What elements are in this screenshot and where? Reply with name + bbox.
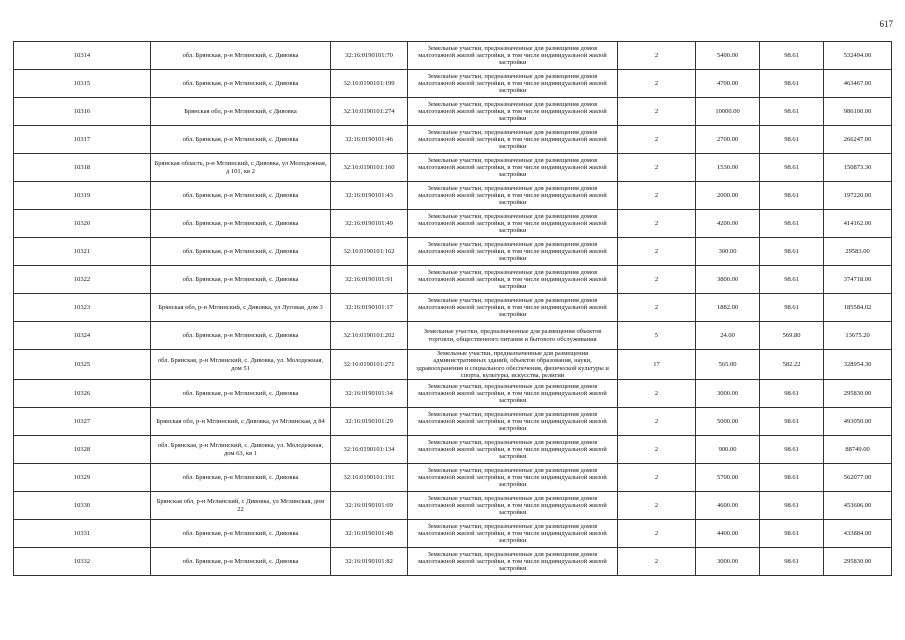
land-use-cell: Земельные участки, предназначенные для размещения домов малоэтажной жилой застройки, в том числе индивидуальной жилой застройки <box>408 548 618 576</box>
land-use-cell: Земельные участки, предназначенные для размещения домов малоэтажной жилой застройки, в том числе индивидуальной жилой застройки <box>408 70 618 98</box>
rate-cell: 98.61 <box>760 70 824 98</box>
area-cell: 565.00 <box>696 350 760 380</box>
row-number-cell: 10330 <box>14 492 151 520</box>
area-cell: 3000.00 <box>696 548 760 576</box>
group-cell: 2 <box>618 154 696 182</box>
row-number-cell: 10315 <box>14 70 151 98</box>
cadastral-number-cell: 32:16:0190101:70 <box>331 42 408 70</box>
address-cell: обл. Брянская, р-н Мглинский, с. Дивовка <box>151 70 331 98</box>
area-cell: 3000.00 <box>696 380 760 408</box>
address-cell: обл. Брянская, р-н Мглинский, с. Дивовка <box>151 322 331 350</box>
row-number-cell: 10327 <box>14 408 151 436</box>
row-number-cell: 10322 <box>14 266 151 294</box>
address-cell: обл. Брянская, р-н Мглинский, с. Дивовка <box>151 380 331 408</box>
row-number-cell: 10329 <box>14 464 151 492</box>
rate-cell: 98.61 <box>760 464 824 492</box>
row-number-cell: 10324 <box>14 322 151 350</box>
cadastral-number-cell: 32:16:0190101:17 <box>331 294 408 322</box>
land-use-cell: Земельные участки, предназначенные для размещения домов малоэтажной жилой застройки, в том числе индивидуальной жилой застройки <box>408 266 618 294</box>
land-use-cell: Земельные участки, предназначенные для размещения домов малоэтажной жилой застройки, в том числе индивидуальной жилой застройки <box>408 294 618 322</box>
area-cell: 2000.00 <box>696 182 760 210</box>
table-body <box>14 42 892 576</box>
table-row <box>14 70 892 98</box>
cadastral-value-cell: 185584.02 <box>824 294 892 322</box>
table-row <box>14 182 892 210</box>
address-cell: Брянская обл, р-н Мглинский, с Дивовка, ул Луговая, дом 3 <box>151 294 331 322</box>
land-use-cell: Земельные участки, предназначенные для размещения домов малоэтажной жилой застройки, в том числе индивидуальной жилой застройки <box>408 182 618 210</box>
group-cell: 2 <box>618 380 696 408</box>
group-cell: 2 <box>618 98 696 126</box>
address-cell: обл. Брянская, р-н Мглинский, с. Дивовка <box>151 520 331 548</box>
table-row <box>14 408 892 436</box>
address-cell: обл. Брянская, р-н Мглинский, с. Дивовка, ул. Молодежная, дом 63, кв 1 <box>151 436 331 464</box>
cadastral-number-cell: 32:16:0190101:271 <box>331 350 408 380</box>
table-row <box>14 294 892 322</box>
area-cell: 4700.00 <box>696 70 760 98</box>
table-row <box>14 464 892 492</box>
area-cell: 4200.00 <box>696 210 760 238</box>
rate-cell: 98.61 <box>760 154 824 182</box>
cadastral-number-cell: 32:16:0190101:82 <box>331 548 408 576</box>
row-number-cell: 10316 <box>14 98 151 126</box>
table-row <box>14 380 892 408</box>
area-cell: 2700.00 <box>696 126 760 154</box>
group-cell: 2 <box>618 238 696 266</box>
cadastral-value-cell: 88749.00 <box>824 436 892 464</box>
rate-cell: 98.61 <box>760 380 824 408</box>
area-cell: 5400.00 <box>696 42 760 70</box>
page-number: 617 <box>879 19 893 29</box>
cadastral-value-cell: 13675.20 <box>824 322 892 350</box>
table-row <box>14 210 892 238</box>
row-number-cell: 10321 <box>14 238 151 266</box>
cadastral-number-cell: 32:16:0190101:134 <box>331 436 408 464</box>
land-use-cell: Земельные участки, предназначенные для размещения домов малоэтажной жилой застройки, в том числе индивидуальной жилой застройки <box>408 42 618 70</box>
cadastral-number-cell: 32:16:0190101:162 <box>331 238 408 266</box>
group-cell: 5 <box>618 322 696 350</box>
rate-cell: 98.61 <box>760 182 824 210</box>
group-cell: 2 <box>618 520 696 548</box>
group-cell: 2 <box>618 436 696 464</box>
group-cell: 2 <box>618 210 696 238</box>
land-use-cell: Земельные участки, предназначенные для размещения домов малоэтажной жилой застройки, в том числе индивидуальной жилой застройки <box>408 408 618 436</box>
rate-cell: 98.61 <box>760 98 824 126</box>
land-use-cell: Земельные участки, предназначенные для размещения домов малоэтажной жилой застройки, в том числе индивидуальной жилой застройки <box>408 492 618 520</box>
rate-cell: 98.61 <box>760 126 824 154</box>
row-number-cell: 10320 <box>14 210 151 238</box>
cadastral-number-cell: 32:16:0190101:202 <box>331 322 408 350</box>
cadastral-value-cell: 266247.00 <box>824 126 892 154</box>
land-use-cell: Земельные участки, предназначенные для размещения домов малоэтажной жилой застройки, в том числе индивидуальной жилой застройки <box>408 380 618 408</box>
land-use-cell: Земельные участки, предназначенные для размещения объектов торговли, общественного питания и бытового обслуживания <box>408 322 618 350</box>
cadastral-value-cell: 463467.00 <box>824 70 892 98</box>
table-row <box>14 350 892 380</box>
address-cell: обл. Брянская, р-н Мглинский, с. Дивовка <box>151 126 331 154</box>
group-cell: 2 <box>618 294 696 322</box>
row-number-cell: 10317 <box>14 126 151 154</box>
area-cell: 3800.00 <box>696 266 760 294</box>
cadastral-value-cell: 562077.00 <box>824 464 892 492</box>
row-number-cell: 10319 <box>14 182 151 210</box>
address-cell: Брянская область, р-н Мглинский, с Дивовка, ул Молодежная, д 101, кв 2 <box>151 154 331 182</box>
table-row <box>14 266 892 294</box>
table-row <box>14 520 892 548</box>
cadastral-value-cell: 197220.00 <box>824 182 892 210</box>
cadastral-value-cell: 295830.00 <box>824 548 892 576</box>
rate-cell: 98.61 <box>760 520 824 548</box>
address-cell: обл. Брянская, р-н Мглинский, с. Дивовка <box>151 182 331 210</box>
group-cell: 2 <box>618 126 696 154</box>
cadastral-number-cell: 32:16:0190101:48 <box>331 520 408 548</box>
cadastral-number-cell: 32:16:0190101:43 <box>331 182 408 210</box>
table-row <box>14 322 892 350</box>
cadastral-number-cell: 32:16:0190101:160 <box>331 154 408 182</box>
row-number-cell: 10328 <box>14 436 151 464</box>
group-cell: 2 <box>618 182 696 210</box>
rate-cell: 98.61 <box>760 548 824 576</box>
area-cell: 24.00 <box>696 322 760 350</box>
rate-cell: 98.61 <box>760 238 824 266</box>
cadastral-number-cell: 32:16:0190101:49 <box>331 210 408 238</box>
row-number-cell: 10325 <box>14 350 151 380</box>
area-cell: 300.00 <box>696 238 760 266</box>
group-cell: 17 <box>618 350 696 380</box>
cadastral-value-cell: 295830.00 <box>824 380 892 408</box>
land-use-cell: Земельные участки, предназначенные для размещения домов малоэтажной жилой застройки, в том числе индивидуальной жилой застройки <box>408 464 618 492</box>
cadastral-number-cell: 32:16:0190101:69 <box>331 492 408 520</box>
table-row <box>14 238 892 266</box>
land-valuation-table <box>13 41 892 576</box>
rate-cell: 98.61 <box>760 210 824 238</box>
rate-cell: 582.22 <box>760 350 824 380</box>
area-cell: 4400.00 <box>696 520 760 548</box>
land-use-cell: Земельные участки, предназначенные для размещения домов малоэтажной жилой застройки, в том числе индивидуальной жилой застройки <box>408 436 618 464</box>
group-cell: 2 <box>618 408 696 436</box>
address-cell: Брянская обл, р-н Мглинский, с Дивовка <box>151 98 331 126</box>
land-use-cell: Земельные участки, предназначенные для размещения домов малоэтажной жилой застройки, в том числе индивидуальной жилой застройки <box>408 210 618 238</box>
cadastral-value-cell: 986100.00 <box>824 98 892 126</box>
row-number-cell: 10331 <box>14 520 151 548</box>
address-cell: обл. Брянская, р-н Мглинский, с. Дивовка <box>151 42 331 70</box>
rate-cell: 98.61 <box>760 436 824 464</box>
land-use-cell: Земельные участки, предназначенные для размещения административных зданий, объектов образования, науки, здравоохранения и социального обеспечения, физической культуры и спорта, культуры, искусства, религии <box>408 350 618 380</box>
cadastral-value-cell: 374718.00 <box>824 266 892 294</box>
land-use-cell: Земельные участки, предназначенные для размещения домов малоэтажной жилой застройки, в том числе индивидуальной жилой застройки <box>408 126 618 154</box>
group-cell: 2 <box>618 42 696 70</box>
rate-cell: 98.61 <box>760 266 824 294</box>
rate-cell: 98.61 <box>760 294 824 322</box>
land-use-cell: Земельные участки, предназначенные для размещения домов малоэтажной жилой застройки, в том числе индивидуальной жилой застройки <box>408 154 618 182</box>
cadastral-value-cell: 150873.30 <box>824 154 892 182</box>
rate-cell: 98.61 <box>760 492 824 520</box>
rate-cell: 98.61 <box>760 42 824 70</box>
land-use-cell: Земельные участки, предназначенные для размещения домов малоэтажной жилой застройки, в том числе индивидуальной жилой застройки <box>408 520 618 548</box>
row-number-cell: 10318 <box>14 154 151 182</box>
address-cell: обл. Брянская, р-н Мглинский, с. Дивовка <box>151 266 331 294</box>
cadastral-value-cell: 453606.00 <box>824 492 892 520</box>
table-row <box>14 492 892 520</box>
cadastral-number-cell: 32:16:0190101:274 <box>331 98 408 126</box>
area-cell: 1882.00 <box>696 294 760 322</box>
address-cell: обл. Брянская, р-н Мглинский, с. Дивовка <box>151 548 331 576</box>
group-cell: 2 <box>618 70 696 98</box>
cadastral-number-cell: 32:16:0190101:46 <box>331 126 408 154</box>
group-cell: 2 <box>618 492 696 520</box>
table-row <box>14 126 892 154</box>
cadastral-number-cell: 32:16:0190101:191 <box>331 464 408 492</box>
area-cell: 5700.00 <box>696 464 760 492</box>
row-number-cell: 10323 <box>14 294 151 322</box>
cadastral-value-cell: 29583.00 <box>824 238 892 266</box>
area-cell: 1530.00 <box>696 154 760 182</box>
cadastral-value-cell: 433884.00 <box>824 520 892 548</box>
cadastral-number-cell: 32:16:0190101:29 <box>331 408 408 436</box>
cadastral-number-cell: 32:16:0190101:91 <box>331 266 408 294</box>
table-row <box>14 436 892 464</box>
area-cell: 900.00 <box>696 436 760 464</box>
address-cell: обл. Брянская, р-н Мглинский, с. Дивовка <box>151 210 331 238</box>
row-number-cell: 10326 <box>14 380 151 408</box>
area-cell: 5000.00 <box>696 408 760 436</box>
address-cell: Брянская обл, р-н Мглинский, с Дивовка, ул Мглинская, д 84 <box>151 408 331 436</box>
group-cell: 2 <box>618 548 696 576</box>
group-cell: 2 <box>618 266 696 294</box>
row-number-cell: 10314 <box>14 42 151 70</box>
cadastral-value-cell: 532494.00 <box>824 42 892 70</box>
land-use-cell: Земельные участки, предназначенные для размещения домов малоэтажной жилой застройки, в том числе индивидуальной жилой застройки <box>408 238 618 266</box>
address-cell: обл. Брянская, р-н Мглинский, с. Дивовка <box>151 464 331 492</box>
cadastral-value-cell: 493050.00 <box>824 408 892 436</box>
table-row <box>14 154 892 182</box>
address-cell: обл. Брянская, р-н Мглинский, с. Дивовка <box>151 238 331 266</box>
table-row <box>14 548 892 576</box>
table-row <box>14 98 892 126</box>
address-cell: Брянская обл, р-н Мглинский, с Дивовка, ул Мглинская, дом 22 <box>151 492 331 520</box>
group-cell: 2 <box>618 464 696 492</box>
rate-cell: 569.80 <box>760 322 824 350</box>
cadastral-number-cell: 32:16:0190101:34 <box>331 380 408 408</box>
land-use-cell: Земельные участки, предназначенные для размещения домов малоэтажной жилой застройки, в том числе индивидуальной жилой застройки <box>408 98 618 126</box>
row-number-cell: 10332 <box>14 548 151 576</box>
cadastral-value-cell: 328954.30 <box>824 350 892 380</box>
address-cell: обл. Брянская, р-н Мглинский, с. Дивовка, ул. Молодежная, дом 51 <box>151 350 331 380</box>
area-cell: 10000.00 <box>696 98 760 126</box>
cadastral-number-cell: 32:16:0190101:199 <box>331 70 408 98</box>
table-row <box>14 42 892 70</box>
cadastral-value-cell: 414162.00 <box>824 210 892 238</box>
area-cell: 4600.00 <box>696 492 760 520</box>
rate-cell: 98.61 <box>760 408 824 436</box>
